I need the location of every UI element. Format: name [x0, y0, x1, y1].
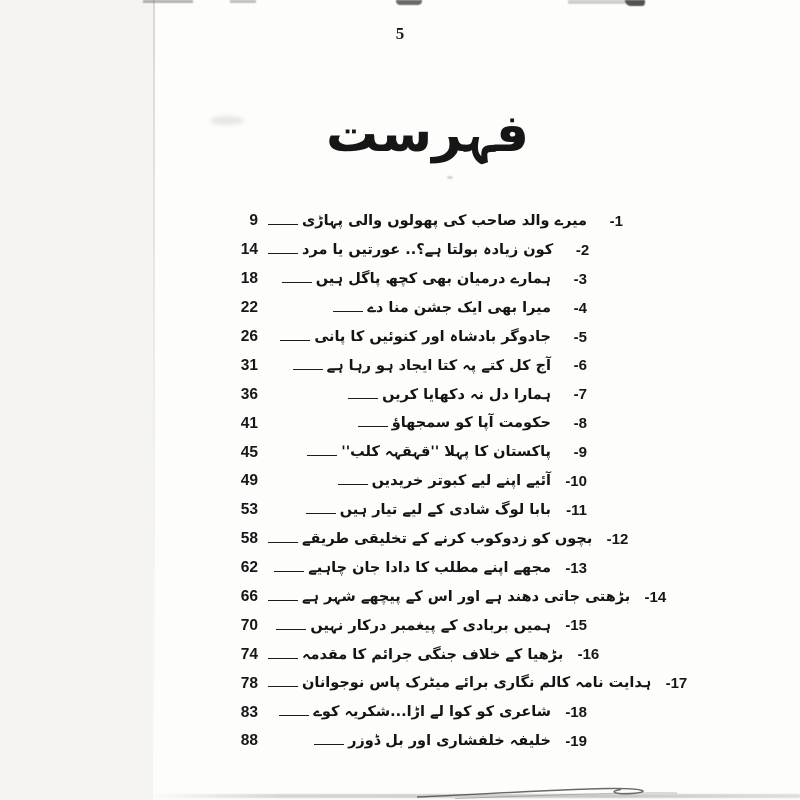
entry-number: -8	[573, 415, 587, 433]
toc-entry-row	[228, 294, 590, 323]
entry-title	[268, 474, 551, 489]
entry-title-text: ہمیں بربادی کے پیغمبر درکار نہیں	[310, 617, 551, 634]
leader-dash-icon	[358, 422, 388, 427]
leader-dash-icon	[268, 596, 298, 601]
toc-entry-row	[228, 698, 590, 727]
entry-title	[268, 705, 551, 720]
entry-page-number: 62	[240, 559, 258, 577]
toc-entry-row	[228, 496, 590, 525]
entry-page-number: 53	[240, 501, 258, 519]
entry-number: -19	[565, 732, 587, 750]
entry-title	[268, 561, 551, 576]
entry-number: -9	[573, 444, 587, 462]
entry-title	[268, 734, 551, 749]
entry-title-text: حکومت آپا کو سمجھاؤ	[391, 415, 551, 432]
toc-entry-row	[228, 583, 667, 612]
entry-page-number: 49	[240, 472, 258, 490]
entry-number: -13	[565, 559, 587, 577]
entry-title	[268, 359, 551, 374]
leader-dash-icon	[279, 711, 309, 716]
entry-title-text: آئیے اپنے لیے کبوتر خریدیں	[371, 473, 551, 490]
leader-dash-icon	[338, 480, 368, 485]
entry-title-text: میرے والد صاحب کی پھولوں والی پہاڑی	[302, 213, 588, 230]
toc-entry-row	[228, 409, 590, 438]
entry-number: -7	[573, 386, 587, 404]
leader-dash-icon	[276, 625, 306, 630]
entry-title-text: آج کل کتے پہ کتا ایجاد ہو رہا ہے	[326, 357, 551, 374]
entry-title	[268, 243, 553, 258]
entry-title	[268, 619, 551, 634]
scan-smudge	[568, 0, 626, 4]
entry-title-text: بابا لوگ شادی کے لیے تیار ہیں	[339, 502, 551, 519]
toc-entry-row	[228, 351, 590, 380]
leader-dash-icon	[307, 451, 337, 456]
entry-page-number: 88	[240, 732, 258, 750]
entry-title-text: بڑھتی جاتی دھند ہے اور اس کے پیچھے شہر ہے	[302, 588, 631, 605]
entry-number: -2	[575, 241, 590, 259]
entry-title	[268, 272, 551, 287]
entry-page-number: 18	[240, 270, 258, 288]
entry-number: -15	[565, 617, 587, 635]
entry-title	[268, 676, 651, 691]
leader-dash-icon	[268, 249, 298, 254]
entry-title-text: بڑھیا کے خلاف جنگی جرائم کا مقدمہ	[302, 646, 564, 663]
entry-title	[268, 388, 551, 403]
entry-page-number: 14	[240, 241, 258, 259]
entry-title	[268, 445, 551, 460]
entry-page-number: 78	[240, 674, 258, 692]
toc-entry-row	[228, 265, 590, 294]
entry-title-text: مجھے اپنے مطلب کا دادا جان چاہیے	[308, 559, 551, 576]
entry-title	[268, 532, 592, 547]
toc-entry-row	[228, 380, 590, 409]
entry-title-text: بچوں کو زدوکوب کرنے کے تخلیقی طریقے	[302, 530, 593, 547]
leader-dash-icon	[274, 567, 304, 572]
entry-number: -4	[573, 299, 587, 317]
entry-page-number: 74	[240, 645, 258, 663]
leader-dash-icon	[293, 365, 323, 370]
entry-title-text: جادوگر بادشاہ اور کنوئیں کا پانی	[314, 328, 551, 345]
entry-title-text: کون زیادہ بولتا ہے؟.. عورتیں یا مرد	[302, 242, 554, 259]
entry-title	[268, 214, 587, 229]
scan-smudge	[230, 0, 256, 3]
scan-smudge	[396, 0, 422, 5]
entry-page-number: 83	[240, 703, 258, 721]
entry-title-text: ہمارے درمیان بھی کچھ پاگل ہیں	[315, 270, 551, 287]
leader-dash-icon	[333, 307, 363, 312]
entry-page-number: 31	[240, 356, 258, 374]
entry-title	[268, 590, 630, 605]
toc-entry-row	[228, 323, 590, 352]
leader-dash-icon	[282, 278, 312, 283]
entry-page-number: 58	[240, 530, 258, 548]
entry-title-text: خلیفہ خلفشاری اور بل ڈوزر	[348, 733, 551, 750]
page-curl-swirl	[415, 784, 695, 800]
entry-number: -18	[565, 704, 587, 722]
entry-title	[268, 503, 551, 518]
scan-smudge	[143, 0, 193, 3]
scan-smudge	[625, 0, 645, 6]
toc-entry-row	[228, 727, 590, 756]
entry-title-text: شاعری کو کوا لے اڑا...شکریہ کوے	[313, 704, 551, 721]
entry-title-text: پاکستان کا پہلا ''قہقہہ کلب''	[341, 444, 551, 461]
entry-page-number: 66	[240, 588, 258, 606]
leader-dash-icon	[268, 682, 298, 687]
leader-dash-icon	[306, 509, 336, 514]
entry-page-number: 45	[240, 443, 258, 461]
toc-entry-row	[228, 207, 624, 236]
entry-title	[268, 416, 551, 431]
toc-entry-row	[228, 467, 590, 496]
entry-number: -10	[565, 472, 587, 490]
entry-page-number: 26	[240, 328, 258, 345]
toc-entry-row	[228, 611, 590, 640]
entry-number: -3	[573, 270, 587, 288]
toc-list	[228, 207, 688, 756]
leader-dash-icon	[268, 654, 298, 659]
entry-title-text: میرا بھی ایک جشن منا دے	[367, 299, 551, 316]
entry-title	[268, 648, 563, 663]
scan-speck	[447, 176, 453, 179]
entry-page-number: 22	[240, 299, 258, 317]
toc-entry-row	[228, 236, 590, 265]
toc-entry-row	[228, 554, 590, 583]
entry-page-number: 41	[240, 414, 258, 432]
entry-number: -14	[644, 588, 667, 606]
folio-page-number: 5	[395, 24, 405, 43]
entry-number: -1	[609, 212, 624, 230]
toc-entry-row	[228, 640, 600, 669]
entry-title-text: ہمارا دل نہ دکھایا کریں	[382, 386, 551, 403]
entry-number: -11	[566, 501, 587, 519]
leader-dash-icon	[314, 740, 344, 745]
entry-number: -12	[606, 530, 629, 548]
leader-dash-icon	[268, 220, 298, 225]
contents-title: فہرست	[325, 104, 530, 164]
toc-entry-row	[228, 669, 688, 698]
entry-page-number: 36	[240, 385, 258, 403]
entry-number: -5	[573, 328, 587, 346]
leader-dash-icon	[268, 538, 298, 543]
entry-number: -17	[665, 675, 688, 693]
entry-number: -6	[573, 357, 587, 375]
entry-title	[268, 301, 551, 316]
entry-page-number: 9	[249, 212, 258, 230]
entry-title-text: ہدایت نامہ کالم نگاری برائے میٹرک پاس نوجوانان	[302, 675, 652, 692]
leader-dash-icon	[280, 336, 310, 341]
entry-title	[268, 330, 551, 345]
toc-entry-row	[228, 525, 629, 554]
toc-entry-row	[228, 438, 590, 467]
leader-dash-icon	[348, 394, 378, 399]
entry-page-number: 70	[240, 616, 258, 634]
entry-number: -16	[577, 646, 600, 664]
